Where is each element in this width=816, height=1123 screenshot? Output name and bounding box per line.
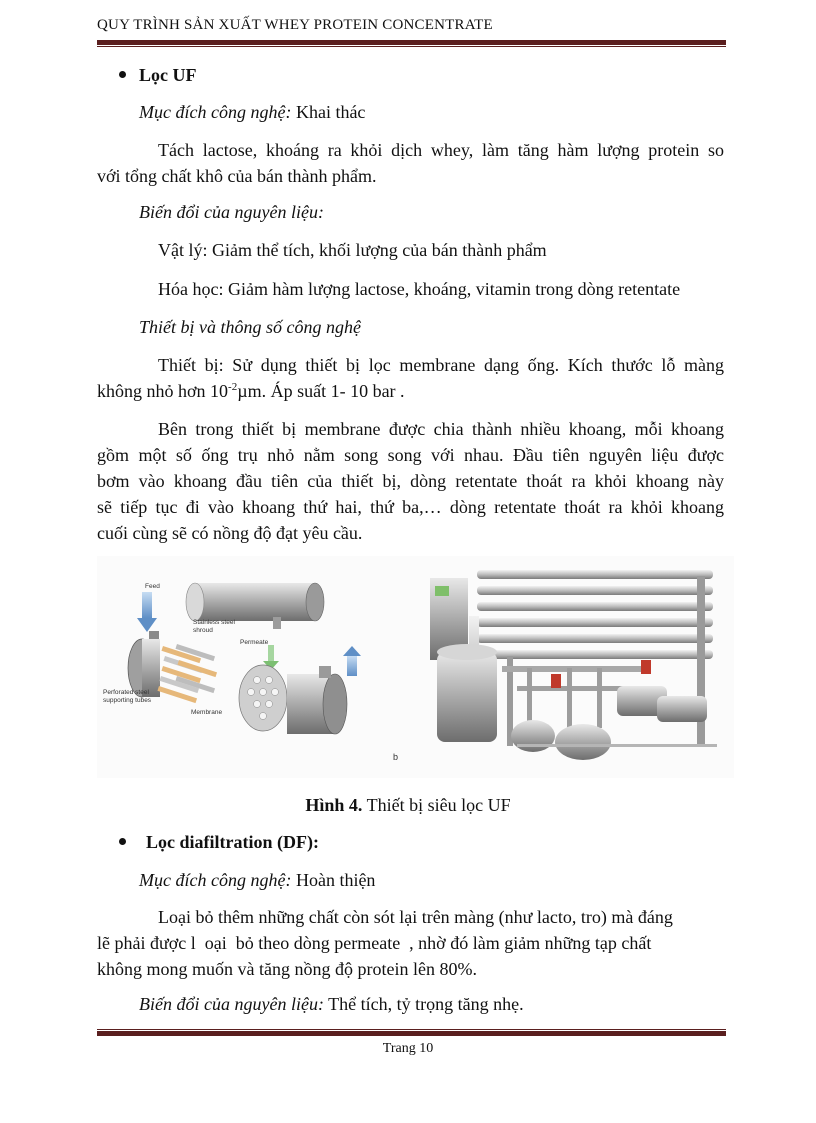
uf-equipment-para [97, 352, 724, 404]
df-changes-value: Thể tích, tỷ trọng tăng nhẹ. [323, 994, 524, 1014]
uf-equip-exponent: -2 [228, 381, 238, 393]
tank [437, 652, 497, 742]
df-para-line: Loại bỏ thêm những chất còn sót lại trên màng (như lacto, tro) mà đáng [158, 907, 673, 927]
uf-para2-line: cuối cùng sẽ có nồng độ đạt yêu cầu. [97, 523, 363, 543]
df-changes-label: Biến đổi của nguyên liệu: [139, 994, 324, 1014]
uf-chemical: Hóa học: Giảm hàm lượng lactose, khoáng, vitamin trong dòng retentate [158, 279, 681, 299]
uf-para1-line: Tách lactose, khoáng ra khỏi dịch whey, làm tăng hàm lượng protein so [158, 140, 724, 160]
uf-equipment-figure [97, 556, 734, 778]
heading-df: Lọc diafiltration (DF): [146, 832, 319, 852]
heading-uf: Lọc UF [139, 65, 197, 85]
pump-2 [555, 724, 611, 760]
caption-text: Thiết bị siêu lọc UF [362, 795, 511, 815]
footer-rule [97, 1031, 726, 1036]
df-purpose-label: Mục đích công nghệ: [139, 870, 292, 890]
df-purpose [139, 871, 375, 889]
footer-rule-thin [97, 1029, 726, 1030]
label-membrane: Membrane [191, 709, 223, 716]
label-shroud-1: Stainless steel [193, 619, 235, 626]
retentate-arrow [347, 656, 357, 676]
bullet-df [119, 838, 126, 845]
uf-para2-line: sẽ tiếp tục đi vào khoang thứ hai, thứ ba,… dòng retentate thoát ra khỏi khoang [97, 497, 724, 517]
figure-caption [0, 795, 816, 816]
uf-para2 [97, 416, 724, 546]
label-permeate: Permeate [240, 639, 269, 646]
pump-1 [511, 720, 555, 752]
permeate-arrow [268, 645, 274, 661]
uf-equip-line2-a: không nhỏ hơn 10 [97, 381, 229, 401]
uf-para2-line: Bên trong thiết bị membrane được chia thành nhiều khoang, mỗi khoang [158, 419, 724, 439]
perforated-plate [239, 665, 287, 731]
uf-para2-line: gồm một số ống trụ nhỏ nằm song song với nhau. Đầu tiên nguyên liệu được [97, 445, 724, 465]
df-para-line: lẽ phải được l oại bỏ theo dòng permeate , nhờ đó làm giảm những tạp chất [97, 933, 652, 953]
df-changes [139, 995, 524, 1013]
uf-physical: Vật lý: Giảm thể tích, khối lượng của bán thành phẩm [158, 240, 547, 260]
uf-equip-line1: Thiết bị: Sử dụng thiết bị lọc membrane dạng ống. Kích thước lỗ màng [158, 355, 724, 375]
df-para [97, 904, 724, 982]
caption-number: Hình 4. [305, 795, 363, 815]
uf-purpose [139, 103, 365, 121]
uf-para1 [97, 137, 724, 189]
uf-equipment-label: Thiết bị và thông số công nghệ [139, 317, 361, 337]
uf-para2-line: bơm vào khoang đầu tiên của thiết bị, dòng retentate thoát ra khỏi khoang này [97, 471, 724, 491]
header-rule-thin [97, 46, 726, 47]
label-perforated-1: Perforated steel [103, 689, 149, 696]
uf-equip-line2 [97, 378, 724, 404]
header-rule [97, 40, 726, 45]
label-shroud-2: shroud [193, 627, 213, 634]
uf-purpose-value: Khai thác [295, 102, 366, 122]
uf-changes-label: Biến đổi của nguyên liệu: [139, 202, 324, 222]
feed-arrow [142, 592, 152, 618]
steel-shroud [195, 583, 315, 621]
df-purpose-value: Hoàn thiện [295, 870, 376, 890]
label-perforated-2: supporting tubes [103, 697, 152, 704]
df-para-line: không mong muốn và tăng nồng độ protein lên 80%. [97, 959, 477, 979]
page-number: Trang 10 [382, 1041, 434, 1056]
uf-purpose-label: Mục đích công nghệ: [139, 102, 292, 122]
label-feed: Feed [145, 583, 160, 590]
uf-equip-line2-b: µm. Áp suất 1- 10 bar . [237, 381, 405, 401]
page-header: QUY TRÌNH SẢN XUẤT WHEY PROTEIN CONCENTRATE [97, 17, 493, 33]
uf-para1-line: với tổng chất khô của bán thành phẩm. [97, 166, 377, 186]
bullet-uf [119, 71, 126, 78]
label-b: b [393, 752, 399, 762]
